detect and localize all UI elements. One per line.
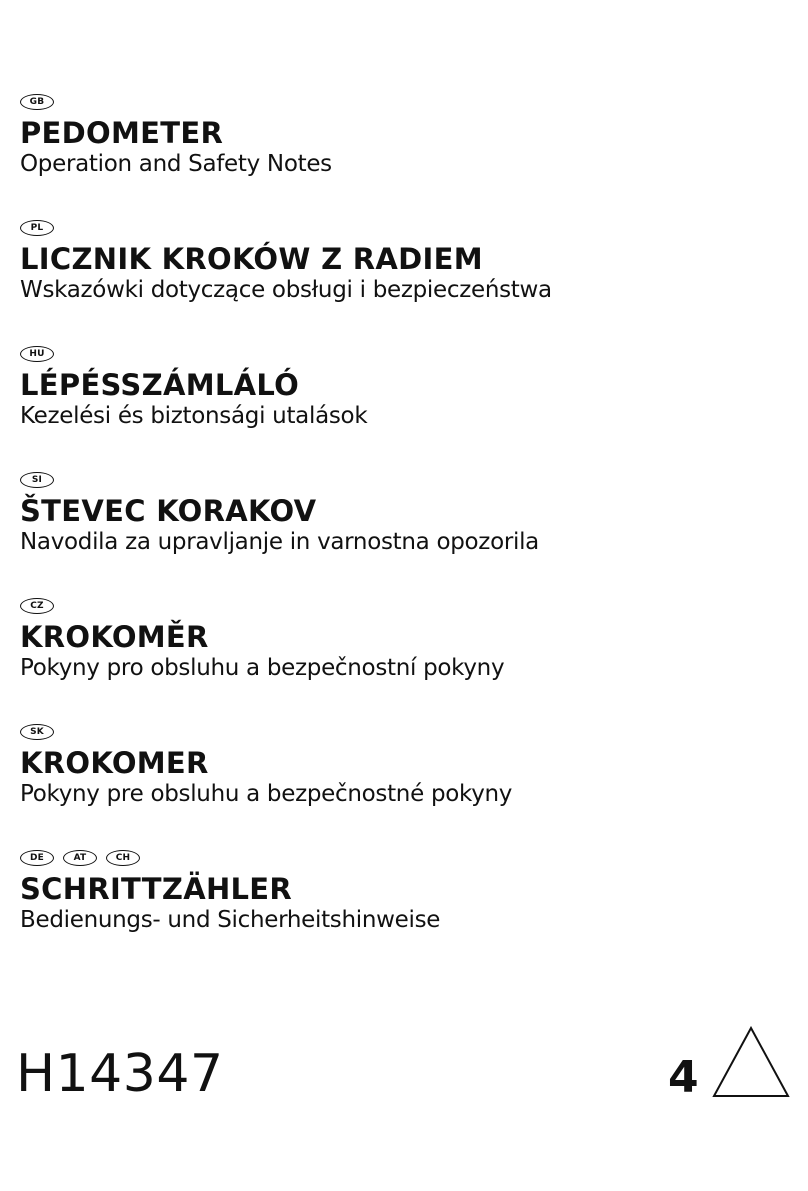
product-title: KROKOMĚR	[20, 620, 209, 654]
product-subtitle: Pokyny pre obsluhu a bezpečnostné pokyny	[20, 781, 513, 807]
country-badge: CZ	[20, 598, 54, 614]
language-section-si	[20, 472, 539, 556]
country-badges	[20, 220, 552, 238]
country-badge: SI	[20, 472, 54, 488]
product-title: SCHRITTZÄHLER	[20, 872, 293, 906]
product-subtitle: Navodila za upravljanje in varnostna opozorila	[20, 529, 539, 555]
language-section-cz	[20, 598, 504, 682]
country-badge: AT	[63, 850, 97, 866]
product-subtitle: Pokyny pro obsluhu a bezpečnostní pokyny	[20, 655, 505, 681]
page-number: 4	[668, 1052, 699, 1103]
country-badge: SK	[20, 724, 54, 740]
language-section-hu	[20, 346, 367, 430]
language-section-sk	[20, 724, 512, 808]
product-subtitle: Kezelési és biztonsági utalások	[20, 403, 368, 429]
triangle-outline-icon	[712, 1026, 790, 1098]
model-number: H14347	[16, 1044, 224, 1104]
country-badges	[20, 724, 512, 742]
country-badges	[20, 472, 539, 490]
product-title: PEDOMETER	[20, 116, 224, 150]
product-subtitle: Wskazówki dotyczące obsługi i bezpieczeństwa	[20, 277, 552, 303]
product-subtitle: Bedienungs- und Sicherheitshinweise	[20, 907, 441, 933]
product-title: LÉPÉSSZÁMLÁLÓ	[20, 368, 300, 402]
country-badge: HU	[20, 346, 54, 362]
country-badge: DE	[20, 850, 54, 866]
country-badge: PL	[20, 220, 54, 236]
country-badge: CH	[106, 850, 140, 866]
product-title: ŠTEVEC KORAKOV	[20, 494, 317, 528]
country-badges	[20, 850, 440, 868]
country-badges	[20, 94, 332, 112]
language-section-de-at-ch	[20, 850, 440, 934]
country-badges	[20, 598, 504, 616]
product-subtitle: Operation and Safety Notes	[20, 151, 332, 177]
language-section-gb	[20, 94, 332, 178]
country-badges	[20, 346, 367, 364]
country-badge: GB	[20, 94, 54, 110]
product-title: KROKOMER	[20, 746, 209, 780]
language-section-pl	[20, 220, 552, 304]
product-title: LICZNIK KROKÓW Z RADIEM	[20, 242, 483, 276]
